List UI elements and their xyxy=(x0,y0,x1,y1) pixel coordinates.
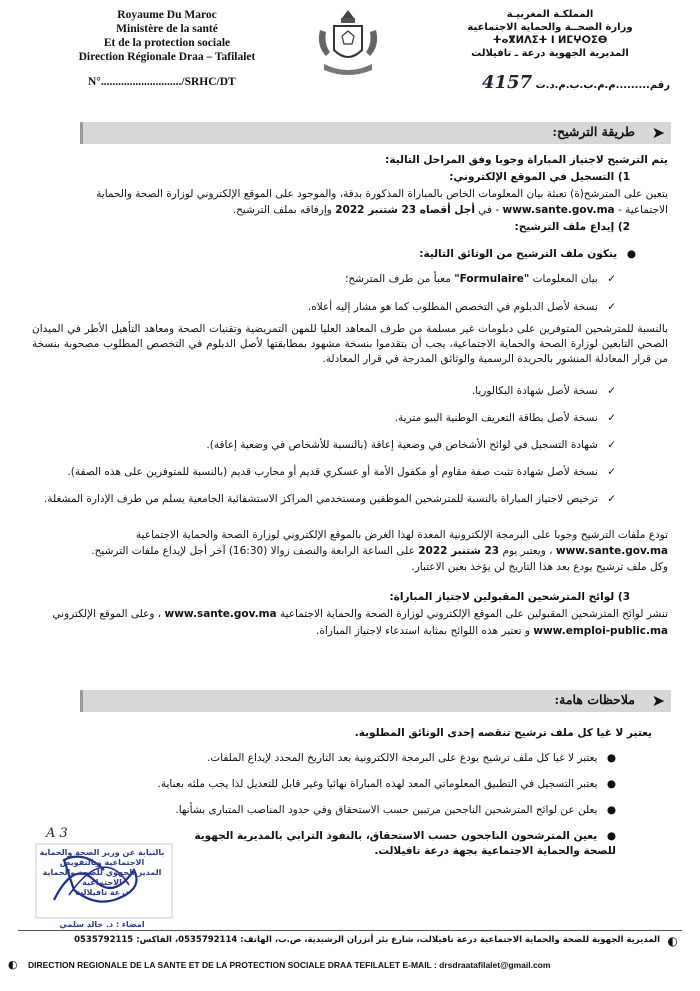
note3-text: يعلن عن لوائح المترشحين الناجحين مرتبين حسب الاستحقاق وفي حدود المناصب المتبارى بشأنها. xyxy=(175,804,598,816)
step3-a-post: ، وعلى الموقع الإلكتروني xyxy=(52,608,162,620)
stamp-line-2: المدير الجهوي للصحة والحماية الاجتماعية xyxy=(42,868,162,887)
header-direction: Direction Régionale Draa – Tafilalet xyxy=(78,51,256,63)
step3-site2: www.emploi-public.ma xyxy=(533,625,668,637)
doc-item-5 xyxy=(206,438,616,453)
step1-text-b-post: وإرفاقه بملف الترشيح. xyxy=(232,204,332,216)
footer-french: DIRECTION REGIONALE DE LA SANTE ET DE LA PROTECTION SOCIALE DRAA TEFILALET E-MAIL : drsdraatafilalet@gmail.com xyxy=(28,960,551,970)
header-ministry-tifinagh: ⵜⴰⴳⵍⴷⵉⵜ ⵏ ⵍⵎⵖⵔⵉⴱ xyxy=(492,35,608,46)
section-bar-application xyxy=(80,122,671,144)
step1-title: 1) التسجيل في الموقع الإلكتروني: xyxy=(449,171,630,183)
deposit-b-post: على الساعة الرابعة والنصف زوالا (16:30) آخر أجل لإيداع ملفات الترشيح. xyxy=(91,545,415,557)
note-3 xyxy=(175,803,616,818)
header-ministry: Ministère de la santé xyxy=(116,23,218,35)
note4-text: يعين المترشحون الناجحون حسب الاستحقاق، بالنفوذ الترابي بالمديرية الجهوية للصحة والحماية الاجتماعية بجهة درعة تافيلالت. xyxy=(194,830,616,857)
check-icon: ✓ xyxy=(607,493,616,505)
section-title: ملاحظات هامة: xyxy=(554,692,635,707)
stamp-text xyxy=(34,848,170,930)
bullet-icon: ● xyxy=(606,830,616,842)
header-direction-ar: المديرية الجهوية درعة ـ تافيلالت xyxy=(471,48,629,59)
step1-text-b xyxy=(32,203,668,218)
doc-item-1 xyxy=(345,272,616,287)
header-reference: N°............................/SRHC/DT xyxy=(88,76,236,88)
step3-text-a xyxy=(32,607,668,622)
check-icon: ✓ xyxy=(607,412,616,424)
note-0: يعتبر لا غيا كل ملف ترشيح تنقصه إحدى الوثائق المطلوبة. xyxy=(354,727,652,739)
step1-text-b-mid: - في xyxy=(478,204,500,216)
docs-title xyxy=(419,247,636,262)
reference-number: 4157 xyxy=(482,72,533,93)
doc2-text: نسخة لأصل الدبلوم في التخصص المطلوب كما هو مشار إليه أعلاه. xyxy=(307,301,598,313)
header-ministry-ar: وزارة الصحــة والحماية الاجتماعية xyxy=(467,22,633,33)
step3-site1: www.sante.gov.ma xyxy=(164,608,277,620)
stamp-line-4: امضاء : د. خالد سلمي xyxy=(59,920,145,929)
doc1-pre: بيان المعلومات xyxy=(532,273,598,285)
footer-divider xyxy=(18,930,682,931)
note-4 xyxy=(180,829,616,859)
deposit-text-b xyxy=(32,544,668,559)
arrow-icon: ➤ xyxy=(651,691,665,710)
docs-title-text: يتكون ملف الترشيح من الوثائق التالية: xyxy=(419,248,618,260)
doc5-text: شهادة التسجيل في لوائح الأشخاص في وضعية إعاقة (بالنسبة للأشخاص في وضعية إعاقة). xyxy=(206,439,598,451)
header-reference-ar xyxy=(482,72,670,93)
arrow-icon: ➤ xyxy=(651,123,665,142)
check-icon: ✓ xyxy=(607,466,616,478)
doc1-bold: "Formulaire" xyxy=(454,273,530,285)
deposit-site: www.sante.gov.ma xyxy=(555,545,668,557)
check-icon: ✓ xyxy=(607,439,616,451)
reference-prefix: رقم.........م.م.ب.ب.م.د.ت xyxy=(535,80,670,91)
step1-text-b-pre: الاجتماعية - xyxy=(617,204,668,216)
header-right xyxy=(430,8,670,60)
stamp-line-1: بالنيابة عن وزير الصحة والحماية الاجتماعية وبالتفويض xyxy=(39,848,165,867)
bullet-icon: ● xyxy=(606,752,616,764)
deposit-text-c: وكل ملف ترشيح يودع بعد هذا التاريخ لن يؤخذ بعين الاعتبار. xyxy=(411,561,668,573)
doc6-text: نسخة لأصل شهادة تثبت صفة مقاوم أو مكفول الأمة أو عسكري قديم أو محارب قديم (بالنسبة للمتوفرين على هذه الصفة). xyxy=(67,466,598,478)
emblem-icon xyxy=(312,6,384,80)
header-kingdom: Royaume Du Maroc xyxy=(117,9,217,21)
doc-item-2 xyxy=(308,300,616,315)
handwritten-annotation: A 3 xyxy=(46,826,68,841)
step3-text-b xyxy=(316,624,668,639)
step1-text-a: يتعين على المترشح(ة) تعبئة بيان المعلومات الخاص بالمباراة المذكورة بدقة، والموجود على الموقع الإلكتروني لوزارة الصحة والحماية xyxy=(96,188,668,200)
bullet-icon: ● xyxy=(626,248,636,260)
step1-deadline: أجل أقصاه 23 شتنبر 2022 xyxy=(335,204,475,216)
doc-item-6 xyxy=(32,465,616,480)
doc3-text: نسخة لأصل شهادة البكالوريا. xyxy=(471,385,598,397)
note-1 xyxy=(207,751,616,766)
deposit-b-pre: ، ويعتبر يوم xyxy=(502,545,553,557)
check-icon: ✓ xyxy=(607,273,616,285)
doc-item-4 xyxy=(395,411,616,426)
header-kingdom-ar: المملكـة المغربيـة xyxy=(506,9,594,20)
doc4-text: نسخة لأصل بطاقة التعريف الوطنية البيو مترية. xyxy=(394,412,598,424)
footer-logo-icon: ◐ xyxy=(667,934,678,948)
doc-item-7 xyxy=(32,492,616,507)
intro-text: يتم الترشيح لاجتياز المباراة وجوبا وفق المراحل التالية: xyxy=(385,154,668,166)
bullet-icon: ● xyxy=(606,778,616,790)
section-title: طريقة الترشيح: xyxy=(552,124,635,139)
step1-site: www.sante.gov.ma xyxy=(502,204,615,216)
step3-a-pre: تنشر لوائح المترشحين المقبولين على الموقع الإلكتروني لوزارة الصحة والحماية الاجتماعية xyxy=(279,608,668,620)
step3-title: 3) لوائح المترشحين المقبولين لاجتياز المباراة: xyxy=(389,591,630,603)
bullet-icon: ● xyxy=(606,804,616,816)
header-left xyxy=(42,8,292,64)
section-bar-notes xyxy=(80,690,671,712)
equivalence-text: بالنسبة للمترشحين المتوفرين على دبلومات غير مسلمة من طرف المعاهد العليا للمهن التمريضية وتقنيات الصحة ومعاهد التأهيل الأطر في الميدان الصحي التابعين لوزارة الصحة والحماية الاجتماعية، يجب أن يتقدموا بنسخة مشهود بمطابقتها لأصل الدبلوم في التخصص المطلوب مصحوبة بنسخة من قرار المعادلة المنشور بالجريدة الرسمية والوثائق المدرجة في قرار المعادلة. xyxy=(32,323,668,365)
check-icon: ✓ xyxy=(607,385,616,397)
footer-logo-icon-2: ◐ xyxy=(8,958,18,971)
note-2 xyxy=(158,777,616,792)
step2-title: 2) إيداع ملف الترشيح: xyxy=(514,221,630,233)
note2-text: يعتبر التسجيل في التطبيق المعلوماتي المعد لهذه المباراة نهائيا وغير قابل للتعديل لذا يجب ملئه بعناية. xyxy=(157,778,598,790)
note1-text: يعتبر لا غيا كل ملف ترشيح يودع على البرمجة الالكترونية بعد التاريخ المحدد لإيداع الملفات. xyxy=(206,752,598,764)
step3-b-post: و تعتبر هذه اللوائح بمثابة استدعاء لاجتياز المباراة. xyxy=(316,625,530,637)
doc-item-3 xyxy=(472,384,616,399)
doc1-post: معبأ من طرف المترشح؛ xyxy=(345,273,451,285)
stamp-line-3: درعة تافيلالت xyxy=(75,888,129,897)
header-ministry-2: Et de la protection sociale xyxy=(103,37,231,49)
deposit-date: 23 شتنبر 2022 xyxy=(418,545,500,557)
deposit-text-a: تودع ملفات الترشيح وجوبا على البرمجة الإلكترونية المعدة لهذا الغرض بالموقع الإلكتروني لوزارة الصحة والحماية الاجتماعية xyxy=(136,529,668,541)
check-icon: ✓ xyxy=(607,301,616,313)
doc7-text: ترخيص لاجتياز المباراة بالنسبة للمترشحين الموظفين ومستخدمي المراكز الاستشفائية الجامعية يسلم من طرف الإدارة المشغلة. xyxy=(44,493,598,505)
footer-arabic: المديرية الجهوية للصحة والحماية الاجتماعية درعة تافيلالت، شارع بئر أنزران الرشيدية، ص.ب، الهاتف: 0535792114، الفاكس: 0535792115 xyxy=(74,935,660,945)
